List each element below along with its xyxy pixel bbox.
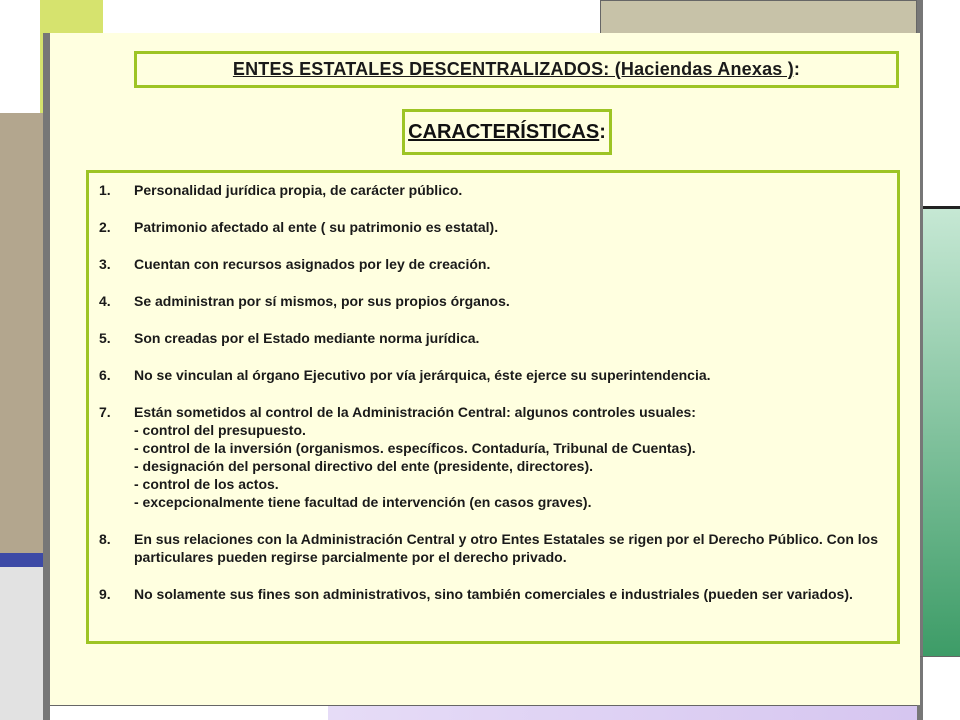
sub-item-line: - designación del personal directivo del ente (presidente, directores). [134, 458, 594, 474]
slide-title-text: ENTES ESTATALES DESCENTRALIZADOS: (Haciendas Anexas ) [232, 59, 794, 79]
list-item-text: Se administran por sí mismos, por sus propios órganos. [134, 293, 510, 309]
list-item [99, 403, 887, 511]
section-heading [402, 109, 612, 155]
list-item [99, 585, 887, 603]
deco-left-gray-panel [0, 567, 43, 720]
characteristics-list [86, 170, 900, 644]
list-item [99, 530, 887, 566]
list-item-number: 7. [99, 404, 111, 420]
list-item [99, 292, 887, 310]
deco-left-border [43, 33, 50, 720]
list-item-number: 9. [99, 586, 111, 602]
list-item-number: 2. [99, 219, 111, 235]
list-item-text: Patrimonio afectado al ente ( su patrimonio es estatal). [134, 219, 499, 235]
list-item [99, 255, 887, 273]
slide-title [134, 51, 899, 88]
deco-bottom-border [50, 705, 917, 706]
sub-item-line: - control de los actos. [134, 476, 279, 492]
deco-right-gradient-panel [923, 206, 960, 656]
slide-title-colon: : [793, 59, 801, 79]
sub-item-line: - control del presupuesto. [134, 422, 306, 438]
list-item-text [134, 403, 887, 511]
section-heading-colon: : [599, 120, 606, 143]
sub-item-line: - control de la inversión (organismos. específicos. Contaduría, Tribunal de Cuentas). [134, 440, 696, 456]
list-item-number: 8. [99, 531, 111, 547]
list-item-text: En sus relaciones con la Administración Central y otro Entes Estatales se rigen por el Derecho Público. Con los particulares pueden regirse parcialmente por el derecho privado. [134, 531, 879, 565]
list-item [99, 218, 887, 236]
list-item-text: Cuentan con recursos asignados por ley de creación. [134, 256, 491, 272]
deco-left-blue-strip [0, 553, 43, 567]
list-item-text: Personalidad jurídica propia, de carácter público. [134, 182, 463, 198]
sub-item-line: - excepcionalmente tiene facultad de intervención (en casos graves). [134, 494, 592, 510]
list-item-text: Son creadas por el Estado mediante norma jurídica. [134, 330, 480, 346]
list-item-number: 6. [99, 367, 111, 383]
section-heading-text: CARACTERÍSTICAS [408, 120, 600, 143]
list-item [99, 366, 887, 384]
list-item [99, 181, 887, 199]
list-item-number: 4. [99, 293, 111, 309]
list-item-number: 5. [99, 330, 111, 346]
deco-left-brown-panel [0, 113, 43, 553]
list-item-text: No se vinculan al órgano Ejecutivo por vía jerárquica, éste ejerce su superintendencia. [134, 367, 711, 383]
deco-bottom-lavender [328, 706, 917, 720]
list-item-number: 3. [99, 256, 111, 272]
list-item-text: No solamente sus fines son administrativos, sino también comerciales e industriales (pueden ser variados). [134, 586, 853, 602]
list-item-main-line: Están sometidos al control de la Administración Central: algunos controles usuales: [134, 404, 696, 420]
list-item [99, 329, 887, 347]
list-item-number: 1. [99, 182, 111, 198]
